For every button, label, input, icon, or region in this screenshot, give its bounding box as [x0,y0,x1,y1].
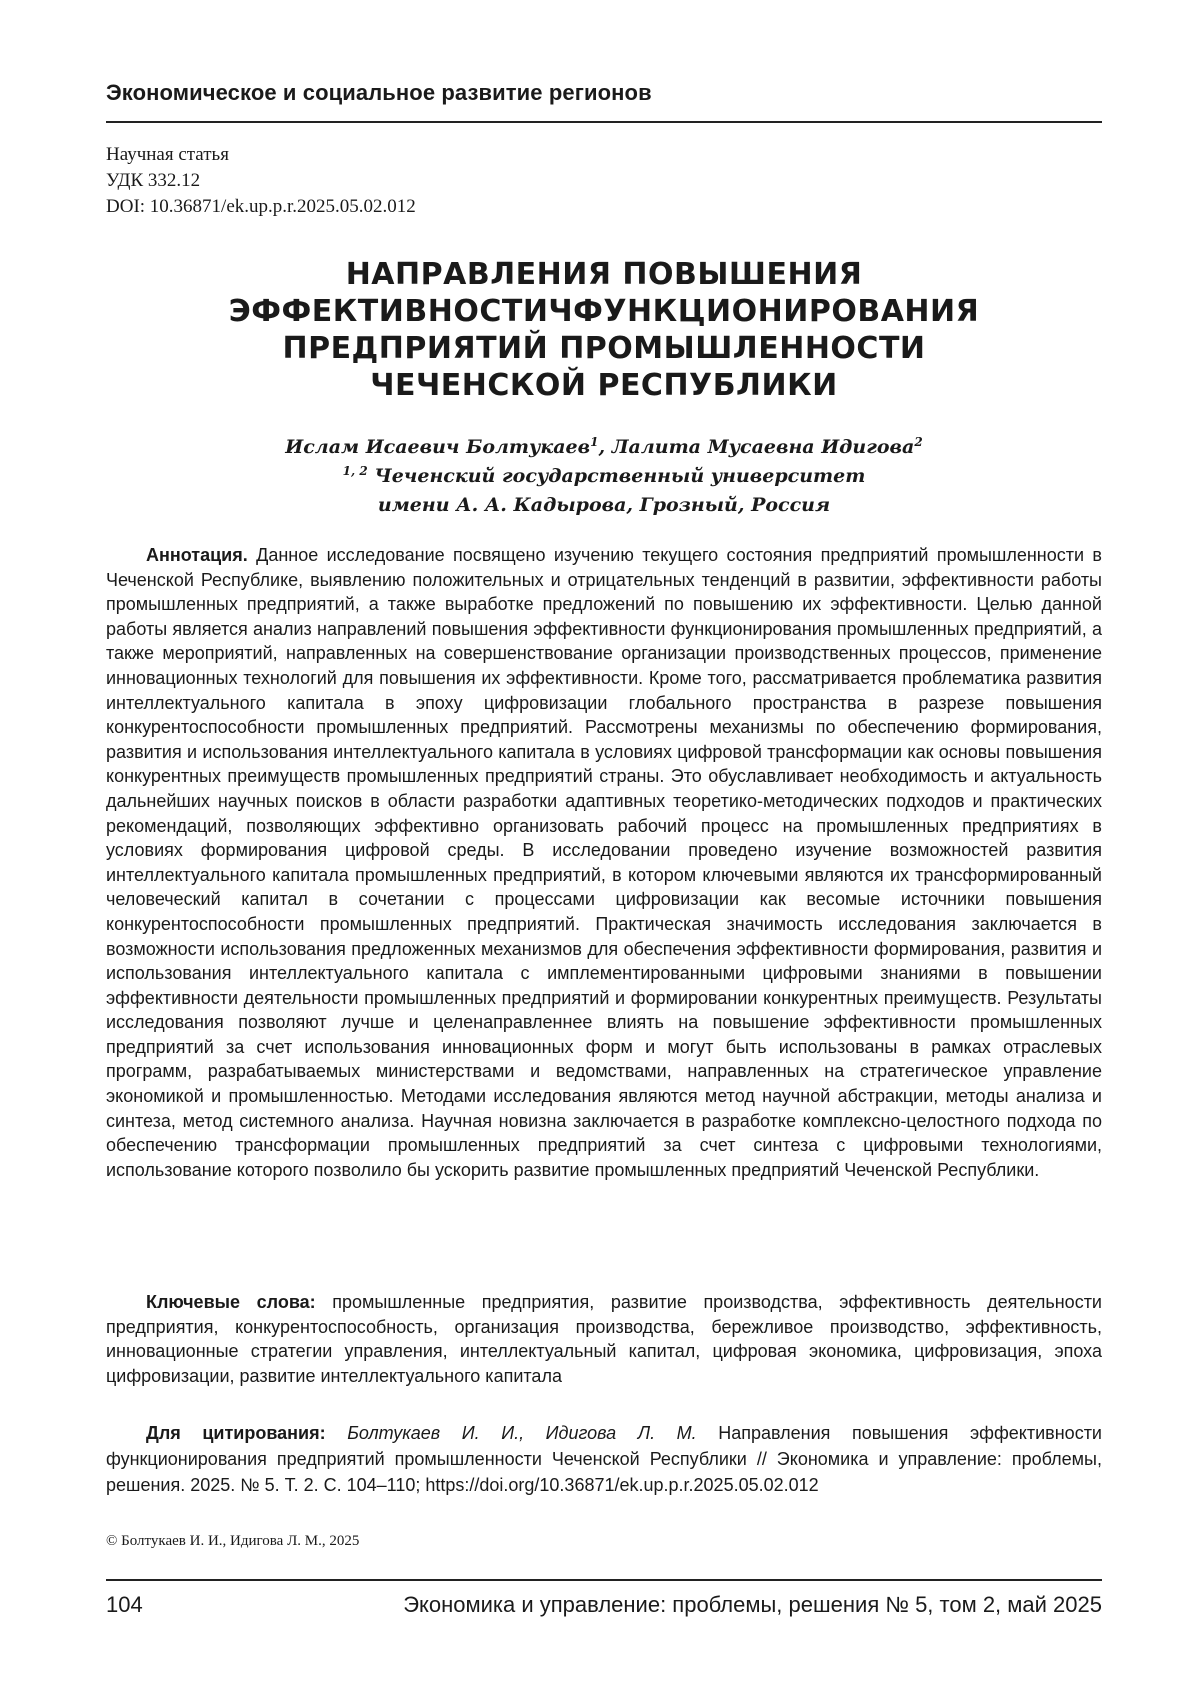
author-1-sup: 1 [590,435,598,449]
title-line: ЭФФЕКТИВНОСТИЧФУНКЦИОНИРОВАНИЯ [106,293,1102,330]
article-title [106,256,1102,404]
affiliation-university: Чеченский государственный университет [374,465,865,487]
title-line: ПРЕДПРИЯТИЙ ПРОМЫШЛЕННОСТИ [106,330,1102,367]
header-divider [106,121,1102,123]
journal-info: Экономика и управление: проблемы, решения № 5, том 2, май 2025 [403,1592,1102,1618]
article-page [0,0,1200,1698]
keywords-text: промышленные предприятия, развитие производства, эффективность деятельности предприятия, конкурентоспособность, организация производства, бережливое производство, эффективность, инновационные стратегии управления, интеллектуальный капитал, цифровая экономика, цифровизация, эпоха цифровизации, развитие интеллектуального капитала [106,1292,1102,1386]
affiliation-line-1 [106,462,1102,491]
copyright-notice: © Болтукаев И. И., Идигова Л. М., 2025 [106,1533,359,1550]
page-footer [106,1592,1102,1618]
keywords [106,1290,1102,1388]
doi-line: DOI: 10.36871/ek.up.p.r.2025.05.02.012 [106,194,416,220]
author-2-sup: 2 [914,435,922,449]
footer-divider [106,1579,1102,1581]
author-block [106,433,1102,520]
abstract-text: Данное исследование посвящено изучению текущего состояния предприятий промышленности в Чеченской Республике, выявлению положительных и отрицательных тенденций в развитии, эффективности работы промышленных предприятий, а также выработке предложений по повышению их эффективности. Целью данной работы является анализ направлений повышения эффективности функционирования промышленных предприятий, а также мероприятий, направленных на совершенствование организации производственных процессов, применение инновационных технологий для повышения их эффективности. Кроме того, рассматривается проблематика развития интеллектуального капитала в эпоху цифровизации глобального пространства в разрезе повышения конкурентоспособности промышленных предприятий. Рассмотрены механизмы по обеспечению формирования, развития и использования интеллектуального капитала в условиях цифровой трансформации как основы повышения конкурентных преимуществ промышленных предприятий страны. Это обуславливает необходимость и актуальность дальнейших научных поисков в области разработки адаптивных теоретико-методических подходов и практических рекомендаций, позволяющих эффективно организовать рабочий процесс на промышленных предприятиях в условиях формирования цифровой среды. В исследовании проведено изучение возможностей развития интеллектуального капитала промышленных предприятий, в котором ключевыми являются их трансформированный человеческий капитал в сочетании с процессами цифровизации как весомые источники повышения конкурентоспособности промышленных предприятий. Практическая значимость исследования заключается в возможности использования предложенных механизмов для обеспечения эффективности формирования, развития и использования интеллектуального капитала с имплементированными цифровыми знаниями в повышении эффективности деятельности промышленных предприятий и формировании конкурентных преимуществ. Результаты исследования позволяют лучше и целенаправленнее влиять на повышение эффективности промышленных предприятий за счет использования инновационных форм и могут быть использованы в рамках отраслевых программ, разрабатываемых министерствами и ведомствами, направленных на стратегическое управление экономикой и промышленностью. Методами исследования являются метод научной абстракции, методы анализа и синтеза, метод системного анализа. Научная новизна заключается в разработке комплексно-целостного подхода по обеспечению трансформации промышленных предприятий за счет синтеза с цифровыми технологиями, использование которого позволило бы ускорить развитие промышленных предприятий Чеченской Республики. [106,545,1102,1180]
author-separator: , [599,436,612,458]
title-line: НАПРАВЛЕНИЯ ПОВЫШЕНИЯ [106,256,1102,293]
citation-authors: Болтукаев И. И., Идигова Л. М. [347,1423,696,1443]
article-meta [106,142,416,220]
udc-code: УДК 332.12 [106,168,416,194]
author-1: Ислам Исаевич Болтукаев [285,436,590,458]
abstract-label: Аннотация. [146,545,248,565]
title-line: ЧЕЧЕНСКОЙ РЕСПУБЛИКИ [106,367,1102,404]
abstract [106,543,1102,1182]
citation-text: Направления повышения эффективности функционирования предприятий промышленности Чеченской Республики // Экономика и управление: проблемы, решения. 2025. № 5. Т. 2. С. 104–110; https://doi.org/10.36871/ek.up.p.r.2025.05.02.012 [106,1423,1102,1495]
author-2: Лалита Мусаевна Идигова [612,436,915,458]
citation [106,1420,1102,1498]
page-number: 104 [106,1592,143,1618]
author-names [106,433,1102,462]
article-type: Научная статья [106,142,416,168]
affiliation-sup: 1, 2 [343,464,368,478]
citation-label: Для цитирования: [146,1423,326,1443]
keywords-label: Ключевые слова: [146,1292,316,1312]
section-header: Экономическое и социальное развитие регионов [106,80,1102,106]
affiliation-line-2: имени А. А. Кадырова, Грозный, Россия [106,491,1102,520]
